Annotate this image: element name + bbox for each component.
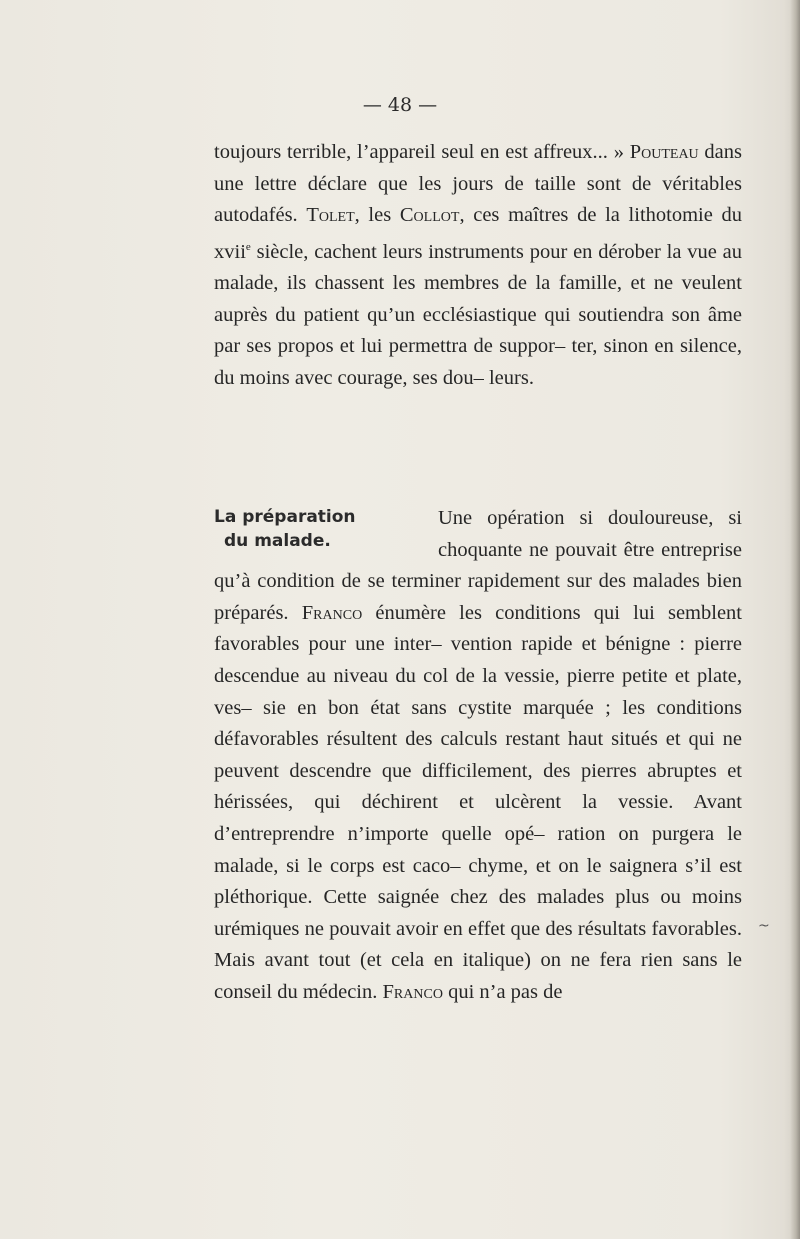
author-name: Pouteau [629, 141, 699, 163]
text-run: Une opération si douloureuse, si choquante ne pouvait être entreprise qu’à condition de se terminer rapidement sur des malades bien préparés. [214, 507, 742, 624]
margin-heading-line-2: du malade. [224, 531, 331, 551]
author-name: Franco [301, 601, 363, 624]
text-run: , ces maîtres de la lithotomie du xvii [214, 204, 742, 263]
paragraph-1 [214, 137, 742, 395]
author-name: Collot [399, 204, 460, 227]
text-run: dans une lettre déclare que les jours de taille sont de véritables autodafés. [214, 141, 743, 227]
page-edge-shadow [790, 0, 800, 1239]
paragraph-2 [214, 503, 742, 1009]
superscript: e [245, 240, 251, 253]
author-name: Franco [382, 980, 443, 1003]
author-name: Tolet [306, 204, 355, 227]
text-run: toujours terrible, l’appareil seul en est affreux... » [214, 141, 630, 163]
margin-heading-line-1: La préparation [214, 507, 356, 527]
text-run: , les [354, 204, 400, 227]
text-run: qui n’a pas de [442, 980, 563, 1003]
page-number: — 48 — [362, 94, 438, 116]
stray-mark: ~ [758, 918, 770, 934]
margin-heading-space [214, 503, 438, 563]
text-run: siècle, cachent leurs instruments pour en dérober la vue au malade, ils chassent les membres de la famille, et ne veulent auprès du patient qu’un ecclésiastique qui soutiendra son âme par ses propos et lui permettra de suppor– ter, sinon en silence, du moins avec courage, ses dou– leurs. [214, 240, 742, 389]
text-run: énumère les conditions qui lui semblent favorables pour une inter– vention rapide et bénigne : pierre descendue au niveau du col de la vessie, pierre petite et plate, ves– sie en bon état sans cystite marquée ; les conditions défavorables résultent des calculs restant haut situés et qui ne peuvent descendre que difficilement, des pierres abruptes et hérissées, qui déchirent et ulcèrent la vessie. Avant d’entreprendre n’importe quelle opé– ration on purgera le malade, si le corps est caco– chyme, et on le saignera s’il est pléthorique. Cette saignée chez des malades plus ou moins urémiques ne pouvait avoir en effet que des résultats favorables. Mais avant tout (et cela en italique) on ne fera rien sans le conseil du médecin. [214, 601, 742, 1003]
